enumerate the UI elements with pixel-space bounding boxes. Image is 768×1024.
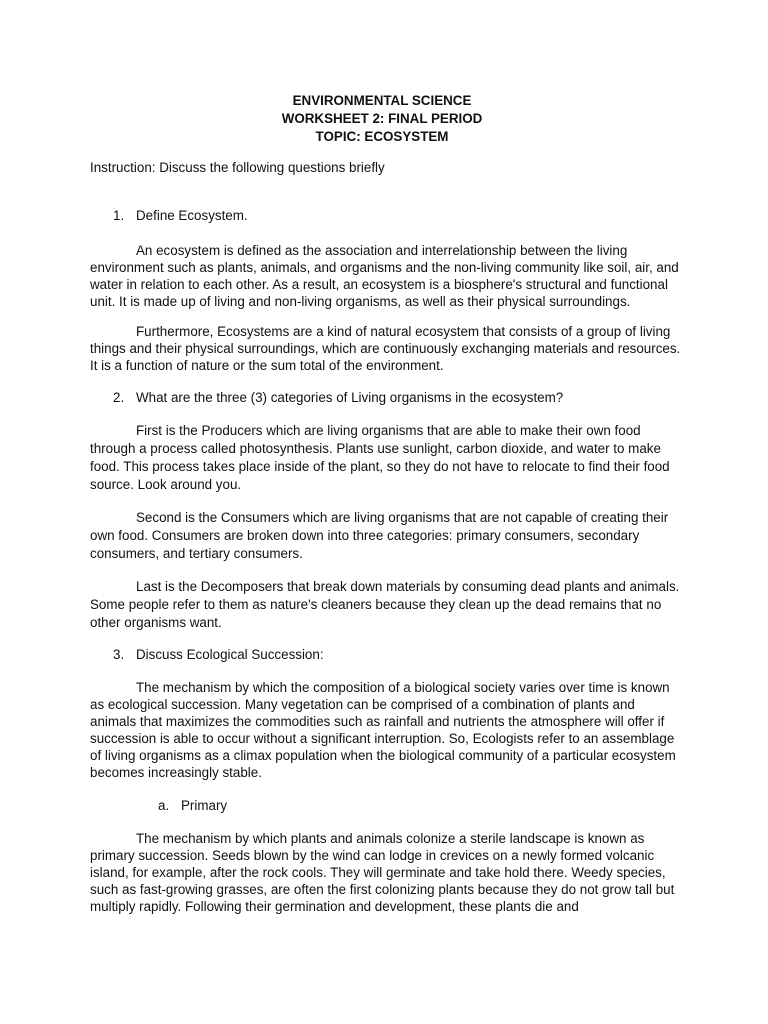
topic-title: TOPIC: ECOSYSTEM bbox=[315, 129, 449, 144]
answer-paragraph: An ecosystem is defined as the association and interrelationship between the living environment such as plants, animals, and organisms and the non-living community like soil, air, and water in relation to each other. As a result, an ecosystem is a biosphere's structural and functional unit. It is made up of living and non-living organisms, as well as their physical surroundings. bbox=[90, 243, 679, 309]
question-number: 3. bbox=[113, 647, 125, 662]
answer-paragraph: Second is the Consumers which are living organisms that are not capable of creating their own food. Consumers are broken down into three categories: primary consumers, secondary consumers, and tertiary consumers. bbox=[90, 510, 669, 561]
question-3 bbox=[90, 646, 682, 663]
worksheet-title: WORKSHEET 2: FINAL PERIOD bbox=[281, 111, 483, 126]
question-number: 2. bbox=[113, 390, 125, 405]
answer-paragraph: The mechanism by which the composition of a biological society varies over time is known as ecological succession. Many vegetation can be comprised of a combination of plants and animals that maximizes the commodities such as rainfall and nutrients the atmosphere will offer if succession is able to occur without a significant interruption. So, Ecologists refer to an assemblage of living organisms as a climax population when the biological community of a particular ecosystem becomes increasingly stable. bbox=[90, 680, 676, 780]
subitem-text: Primary bbox=[181, 798, 228, 813]
answer-paragraph: First is the Producers which are living organisms that are able to make their own food through a process called photosynthesis. Plants use sunlight, carbon dioxide, and water to make food. This process takes place inside of the plant, so they do not have to relocate to find their food source. Look around you. bbox=[90, 423, 670, 492]
question-text: Discuss Ecological Succession: bbox=[136, 647, 324, 662]
question-text: What are the three (3) categories of Living organisms in the ecosystem? bbox=[136, 390, 564, 405]
subitem-letter: a. bbox=[158, 798, 170, 813]
document-header bbox=[82, 92, 682, 146]
course-title: ENVIRONMENTAL SCIENCE bbox=[292, 93, 472, 108]
question-number: 1. bbox=[113, 208, 125, 223]
subitem-primary bbox=[90, 797, 682, 814]
instruction-text: Instruction: Discuss the following questions briefly bbox=[90, 160, 385, 175]
worksheet-page bbox=[90, 92, 682, 915]
question-text: Define Ecosystem. bbox=[136, 208, 248, 223]
answer-paragraph: The mechanism by which plants and animals colonize a sterile landscape is known as primary succession. Seeds blown by the wind can lodge in crevices on a newly formed volcanic island, for example, after the rock cools. They will germinate and take hold there. Weedy species, such as fast-growing grasses, are often the first colonizing plants because they do not grow tall but multiply rapidly. Following their germination and development, these plants die and bbox=[90, 831, 675, 914]
question-2 bbox=[90, 389, 682, 406]
answer-paragraph: Last is the Decomposers that break down materials by consuming dead plants and animals. Some people refer to them as nature's cleaners because they clean up the dead remains that no other organisms want. bbox=[90, 579, 680, 630]
question-1 bbox=[90, 207, 682, 224]
answer-paragraph: Furthermore, Ecosystems are a kind of natural ecosystem that consists of a group of living things and their physical surroundings, which are continuously exchanging materials and resources. It is a function of nature or the sum total of the environment. bbox=[90, 324, 681, 373]
